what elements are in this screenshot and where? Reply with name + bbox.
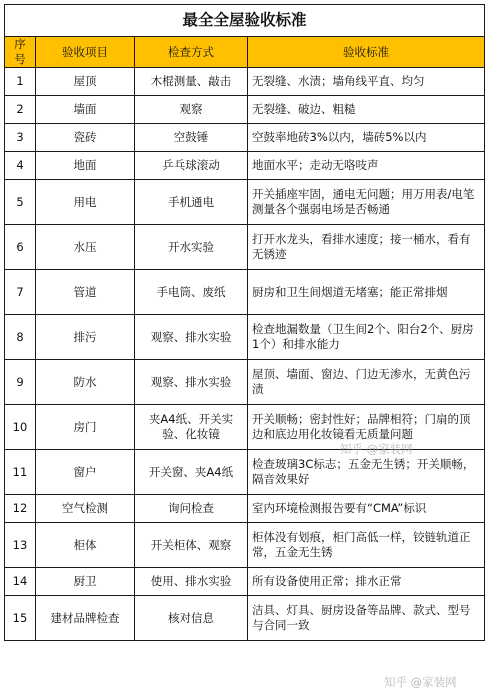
row-num: 5	[5, 180, 36, 225]
row-num: 1	[5, 68, 36, 96]
row-num: 2	[5, 96, 36, 124]
row-num: 11	[5, 450, 36, 495]
row-standard: 开关顺畅；密封性好；品牌相符；门扇的顶边和底边用化妆镜看无质量问题	[248, 405, 485, 450]
table-row	[5, 96, 485, 124]
row-method: 开关窗、夹A4纸	[135, 450, 248, 495]
table-row	[5, 596, 485, 641]
row-item: 防水	[36, 360, 135, 405]
row-num: 14	[5, 568, 36, 596]
table-row	[5, 450, 485, 495]
row-item: 窗户	[36, 450, 135, 495]
row-item: 瓷砖	[36, 124, 135, 152]
watermark-text: 知乎 @家装网	[384, 675, 457, 689]
table-row	[5, 225, 485, 270]
row-num: 3	[5, 124, 36, 152]
acceptance-table	[4, 4, 485, 641]
row-item: 屋顶	[36, 68, 135, 96]
row-standard: 无裂缝、破边、粗糙	[248, 96, 485, 124]
table-row	[5, 568, 485, 596]
table-row	[5, 270, 485, 315]
row-method: 询问检查	[135, 495, 248, 523]
table-row	[5, 360, 485, 405]
row-method: 使用、排水实验	[135, 568, 248, 596]
row-method: 核对信息	[135, 596, 248, 641]
row-num: 4	[5, 152, 36, 180]
header-row	[5, 37, 485, 68]
row-item: 房门	[36, 405, 135, 450]
row-method: 夹A4纸、开关实验、化妆镜	[135, 405, 248, 450]
row-num: 10	[5, 405, 36, 450]
row-num: 8	[5, 315, 36, 360]
row-standard: 柜体没有划痕，柜门高低一样，铰链轨道正常，五金无生锈	[248, 523, 485, 568]
row-method: 观察、排水实验	[135, 360, 248, 405]
header-num: 序号	[5, 37, 36, 68]
row-method: 观察、排水实验	[135, 315, 248, 360]
row-num: 9	[5, 360, 36, 405]
row-item: 厨卫	[36, 568, 135, 596]
table-row	[5, 315, 485, 360]
table-row	[5, 180, 485, 225]
table-row	[5, 495, 485, 523]
row-method: 乒乓球滚动	[135, 152, 248, 180]
row-num: 7	[5, 270, 36, 315]
row-item: 排污	[36, 315, 135, 360]
table-row	[5, 523, 485, 568]
row-item: 墙面	[36, 96, 135, 124]
row-num: 12	[5, 495, 36, 523]
row-item: 建材品牌检查	[36, 596, 135, 641]
row-standard: 室内环境检测报告要有“CMA”标识	[248, 495, 485, 523]
row-standard: 空鼓率地砖3%以内，墙砖5%以内	[248, 124, 485, 152]
row-item: 空气检测	[36, 495, 135, 523]
acceptance-standards-sheet	[4, 4, 484, 694]
row-standard: 厨房和卫生间烟道无堵塞；能正常排烟	[248, 270, 485, 315]
header-item: 验收项目	[36, 37, 135, 68]
row-standard: 开关插座牢固，通电无问题；用万用表/电笔测量各个强弱电场是否畅通	[248, 180, 485, 225]
row-num: 13	[5, 523, 36, 568]
row-standard: 屋顶、墙面、窗边、门边无渗水，无黄色污渍	[248, 360, 485, 405]
row-item: 管道	[36, 270, 135, 315]
row-num: 6	[5, 225, 36, 270]
table-row	[5, 68, 485, 96]
row-method: 手电筒、废纸	[135, 270, 248, 315]
row-standard: 打开水龙头，看排水速度；接一桶水，看有无锈迹	[248, 225, 485, 270]
row-standard: 检查玻璃3C标志；五金无生锈；开关顺畅，隔音效果好	[248, 450, 485, 495]
row-item: 地面	[36, 152, 135, 180]
row-method: 开水实验	[135, 225, 248, 270]
header-standard: 验收标准	[248, 37, 485, 68]
row-method: 木棍测量、敲击	[135, 68, 248, 96]
row-method: 空鼓锤	[135, 124, 248, 152]
table-row	[5, 124, 485, 152]
table-row	[5, 405, 485, 450]
row-item: 水压	[36, 225, 135, 270]
row-standard: 地面水平；走动无咯吱声	[248, 152, 485, 180]
row-standard: 检查地漏数量（卫生间2个、阳台2个、厨房1个）和排水能力	[248, 315, 485, 360]
row-method: 手机通电	[135, 180, 248, 225]
table-row	[5, 152, 485, 180]
row-num: 15	[5, 596, 36, 641]
row-standard: 无裂缝、水渍；墙角线平直、均匀	[248, 68, 485, 96]
row-standard: 洁具、灯具、厨房设备等品牌、款式、型号与合同一致	[248, 596, 485, 641]
watermark-text: 知乎 @家装网	[340, 442, 413, 456]
row-item: 用电	[36, 180, 135, 225]
row-item: 柜体	[36, 523, 135, 568]
row-method: 开关柜体、观察	[135, 523, 248, 568]
row-standard: 所有设备使用正常；排水正常	[248, 568, 485, 596]
table-title: 最全全屋验收标准	[5, 5, 485, 37]
header-method: 检查方式	[135, 37, 248, 68]
row-method: 观察	[135, 96, 248, 124]
